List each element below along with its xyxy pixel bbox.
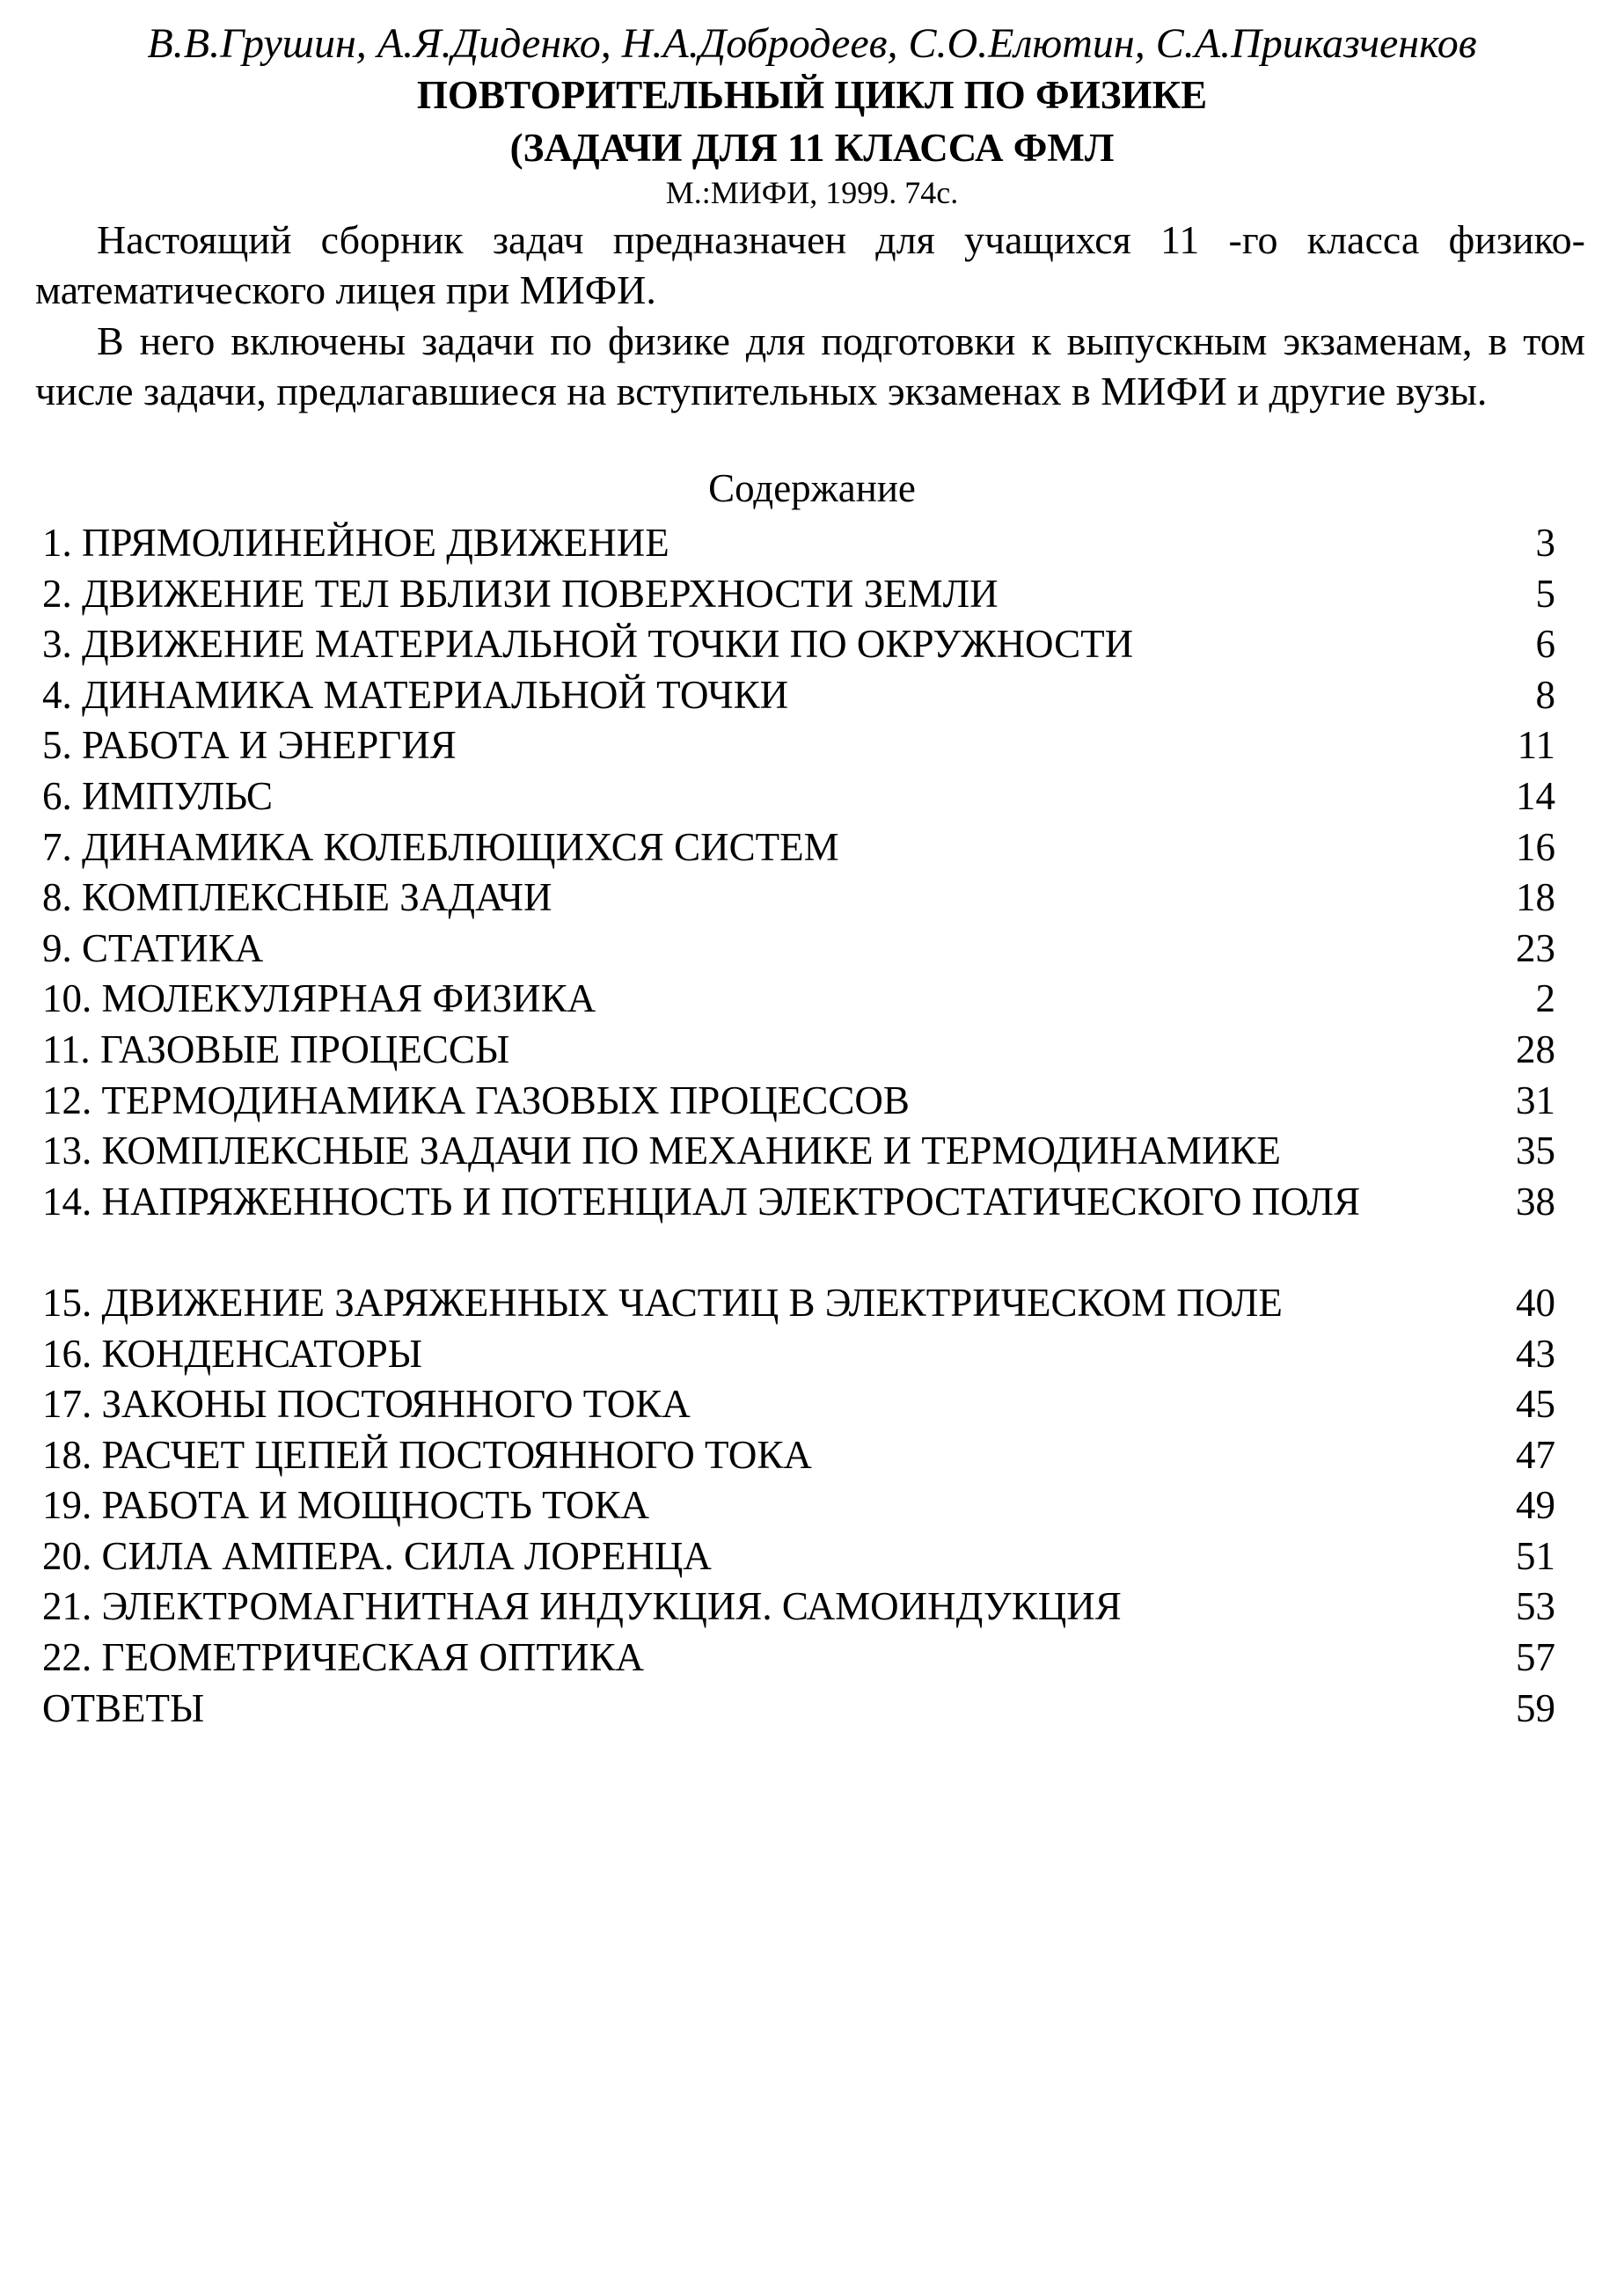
toc-item: [42, 1684, 1555, 1735]
toc-item: [42, 1379, 1555, 1430]
toc-item-page: 3: [1535, 521, 1555, 565]
toc-item-page: 45: [1516, 1382, 1555, 1427]
toc-item-title: 15. ДВИЖЕНИЕ ЗАРЯЖЕННЫХ ЧАСТИЦ В ЭЛЕКТРИЧЕСКОМ ПОЛЕ: [42, 1280, 1283, 1325]
toc-item: [42, 924, 1555, 975]
toc-item: [42, 1329, 1555, 1380]
toc-item-page: 2: [1535, 976, 1555, 1021]
toc-item: [42, 1177, 1555, 1278]
toc-item-title: 7. ДИНАМИКА КОЛЕБЛЮЩИХСЯ СИСТЕМ: [42, 824, 839, 869]
intro-paragraph-2: В него включены задачи по физике для подготовки к выпускным экзаменам, в том числе задачи, предлагавшиеся на вступительных экзаменах в МИФИ и другие вузы.: [35, 318, 1585, 413]
toc-item-title: 20. СИЛА АМПЕРА. СИЛА ЛОРЕНЦА: [42, 1533, 712, 1578]
intro-paragraph-1: Настоящий сборник задач предназначен для учащихся 11 -го класса физико-математического лицея при МИФИ.: [35, 217, 1585, 312]
toc-item-title: 16. КОНДЕНСАТОРЫ: [42, 1331, 423, 1376]
toc-item-page: 5: [1535, 571, 1555, 616]
book-subtitle: (ЗАДАЧИ ДЛЯ 11 КЛАССА ФМЛ: [509, 126, 1115, 170]
toc-item-page: 59: [1516, 1685, 1555, 1730]
toc-item-title: 21. ЭЛЕКТРОМАГНИТНАЯ ИНДУКЦИЯ. САМОИНДУКЦИЯ: [42, 1584, 1122, 1629]
toc-item-title: 19. РАБОТА И МОЩНОСТЬ ТОКА: [42, 1483, 649, 1528]
toc-item-title: 8. КОМПЛЕКСНЫЕ ЗАДАЧИ: [42, 875, 552, 920]
toc-item-page: 57: [1516, 1635, 1555, 1680]
toc-item-page: 14: [1516, 773, 1555, 818]
toc-item: [42, 670, 1555, 721]
toc-item: [42, 569, 1555, 620]
toc-item-page: 28: [1516, 1027, 1555, 1071]
toc-item-page: 23: [1516, 925, 1555, 970]
toc-item: [42, 1430, 1555, 1481]
toc-item-title: 3. ДВИЖЕНИЕ МАТЕРИАЛЬНОЙ ТОЧКИ ПО ОКРУЖНОСТИ: [42, 622, 1134, 667]
toc-item-title: 18. РАСЧЕТ ЦЕПЕЙ ПОСТОЯННОГО ТОКА: [42, 1432, 812, 1477]
toc-item: [42, 619, 1555, 670]
toc-item-page: 11: [1517, 723, 1555, 768]
toc-item: [42, 822, 1555, 873]
table-of-contents: [42, 518, 1555, 1734]
toc-item: [42, 1480, 1555, 1531]
toc-item-page: 53: [1516, 1584, 1555, 1629]
toc-item-page: 40: [1516, 1280, 1555, 1325]
toc-item-title: 5. РАБОТА И ЭНЕРГИЯ: [42, 723, 457, 768]
toc-item-title: 4. ДИНАМИКА МАТЕРИАЛЬНОЙ ТОЧКИ: [42, 672, 789, 717]
toc-item-page: 35: [1516, 1129, 1555, 1173]
toc-item-page: 38: [1516, 1179, 1555, 1224]
toc-item-page: 47: [1516, 1432, 1555, 1477]
toc-item-page: 18: [1516, 875, 1555, 920]
toc-item: [42, 873, 1555, 924]
toc-item: [42, 720, 1555, 771]
toc-item-page: 43: [1516, 1331, 1555, 1376]
toc-item: [42, 1531, 1555, 1582]
toc-item-page: 51: [1516, 1533, 1555, 1578]
toc-item: [42, 1126, 1555, 1177]
toc-item-title: 2. ДВИЖЕНИЕ ТЕЛ ВБЛИЗИ ПОВЕРХНОСТИ ЗЕМЛИ: [42, 571, 999, 616]
toc-item-title: 22. ГЕОМЕТРИЧЕСКАЯ ОПТИКА: [42, 1635, 645, 1680]
toc-heading: Содержание: [708, 466, 916, 510]
toc-item-title: 13. КОМПЛЕКСНЫЕ ЗАДАЧИ ПО МЕХАНИКЕ И ТЕРМОДИНАМИКЕ: [42, 1129, 1281, 1173]
toc-item: [42, 1278, 1555, 1329]
authors-line: В.В.Грушин, А.Я.Диденко, Н.А.Добродеев, С.О.Елютин, С.А.Приказченков: [147, 20, 1477, 67]
toc-item-title: 11. ГАЗОВЫЕ ПРОЦЕССЫ: [42, 1027, 510, 1071]
toc-item: [42, 771, 1555, 822]
toc-item-page: 49: [1516, 1483, 1555, 1528]
toc-item-title: 9. СТАТИКА: [42, 925, 264, 970]
toc-item-title: 12. ТЕРМОДИНАМИКА ГАЗОВЫХ ПРОЦЕССОВ: [42, 1078, 910, 1122]
toc-item-title: 10. МОЛЕКУЛЯРНАЯ ФИЗИКА: [42, 976, 596, 1021]
toc-item-title: ОТВЕТЫ: [42, 1685, 205, 1730]
toc-item-title: 1. ПРЯМОЛИНЕЙНОЕ ДВИЖЕНИЕ: [42, 521, 669, 565]
toc-item: [42, 974, 1555, 1025]
toc-item: [42, 1633, 1555, 1684]
toc-item: [42, 518, 1555, 569]
toc-item-title: 17. ЗАКОНЫ ПОСТОЯННОГО ТОКА: [42, 1382, 691, 1427]
publisher-info: М.:МИФИ, 1999. 74с.: [665, 175, 959, 210]
toc-item-title: 6. ИМПУЛЬС: [42, 773, 274, 818]
toc-item-page: 8: [1535, 672, 1555, 717]
book-title: ПОВТОРИТЕЛЬНЫЙ ЦИКЛ ПО ФИЗИКЕ: [416, 73, 1208, 117]
toc-item-page: 6: [1535, 622, 1555, 667]
toc-item: [42, 1582, 1555, 1633]
toc-item: [42, 1076, 1555, 1127]
toc-item-page: 31: [1516, 1078, 1555, 1122]
toc-item-title: 14. НАПРЯЖЕННОСТЬ И ПОТЕНЦИАЛ ЭЛЕКТРОСТАТИЧЕСКОГО ПОЛЯ: [42, 1179, 1360, 1224]
toc-item: [42, 1025, 1555, 1076]
toc-item-page: 16: [1516, 824, 1555, 869]
